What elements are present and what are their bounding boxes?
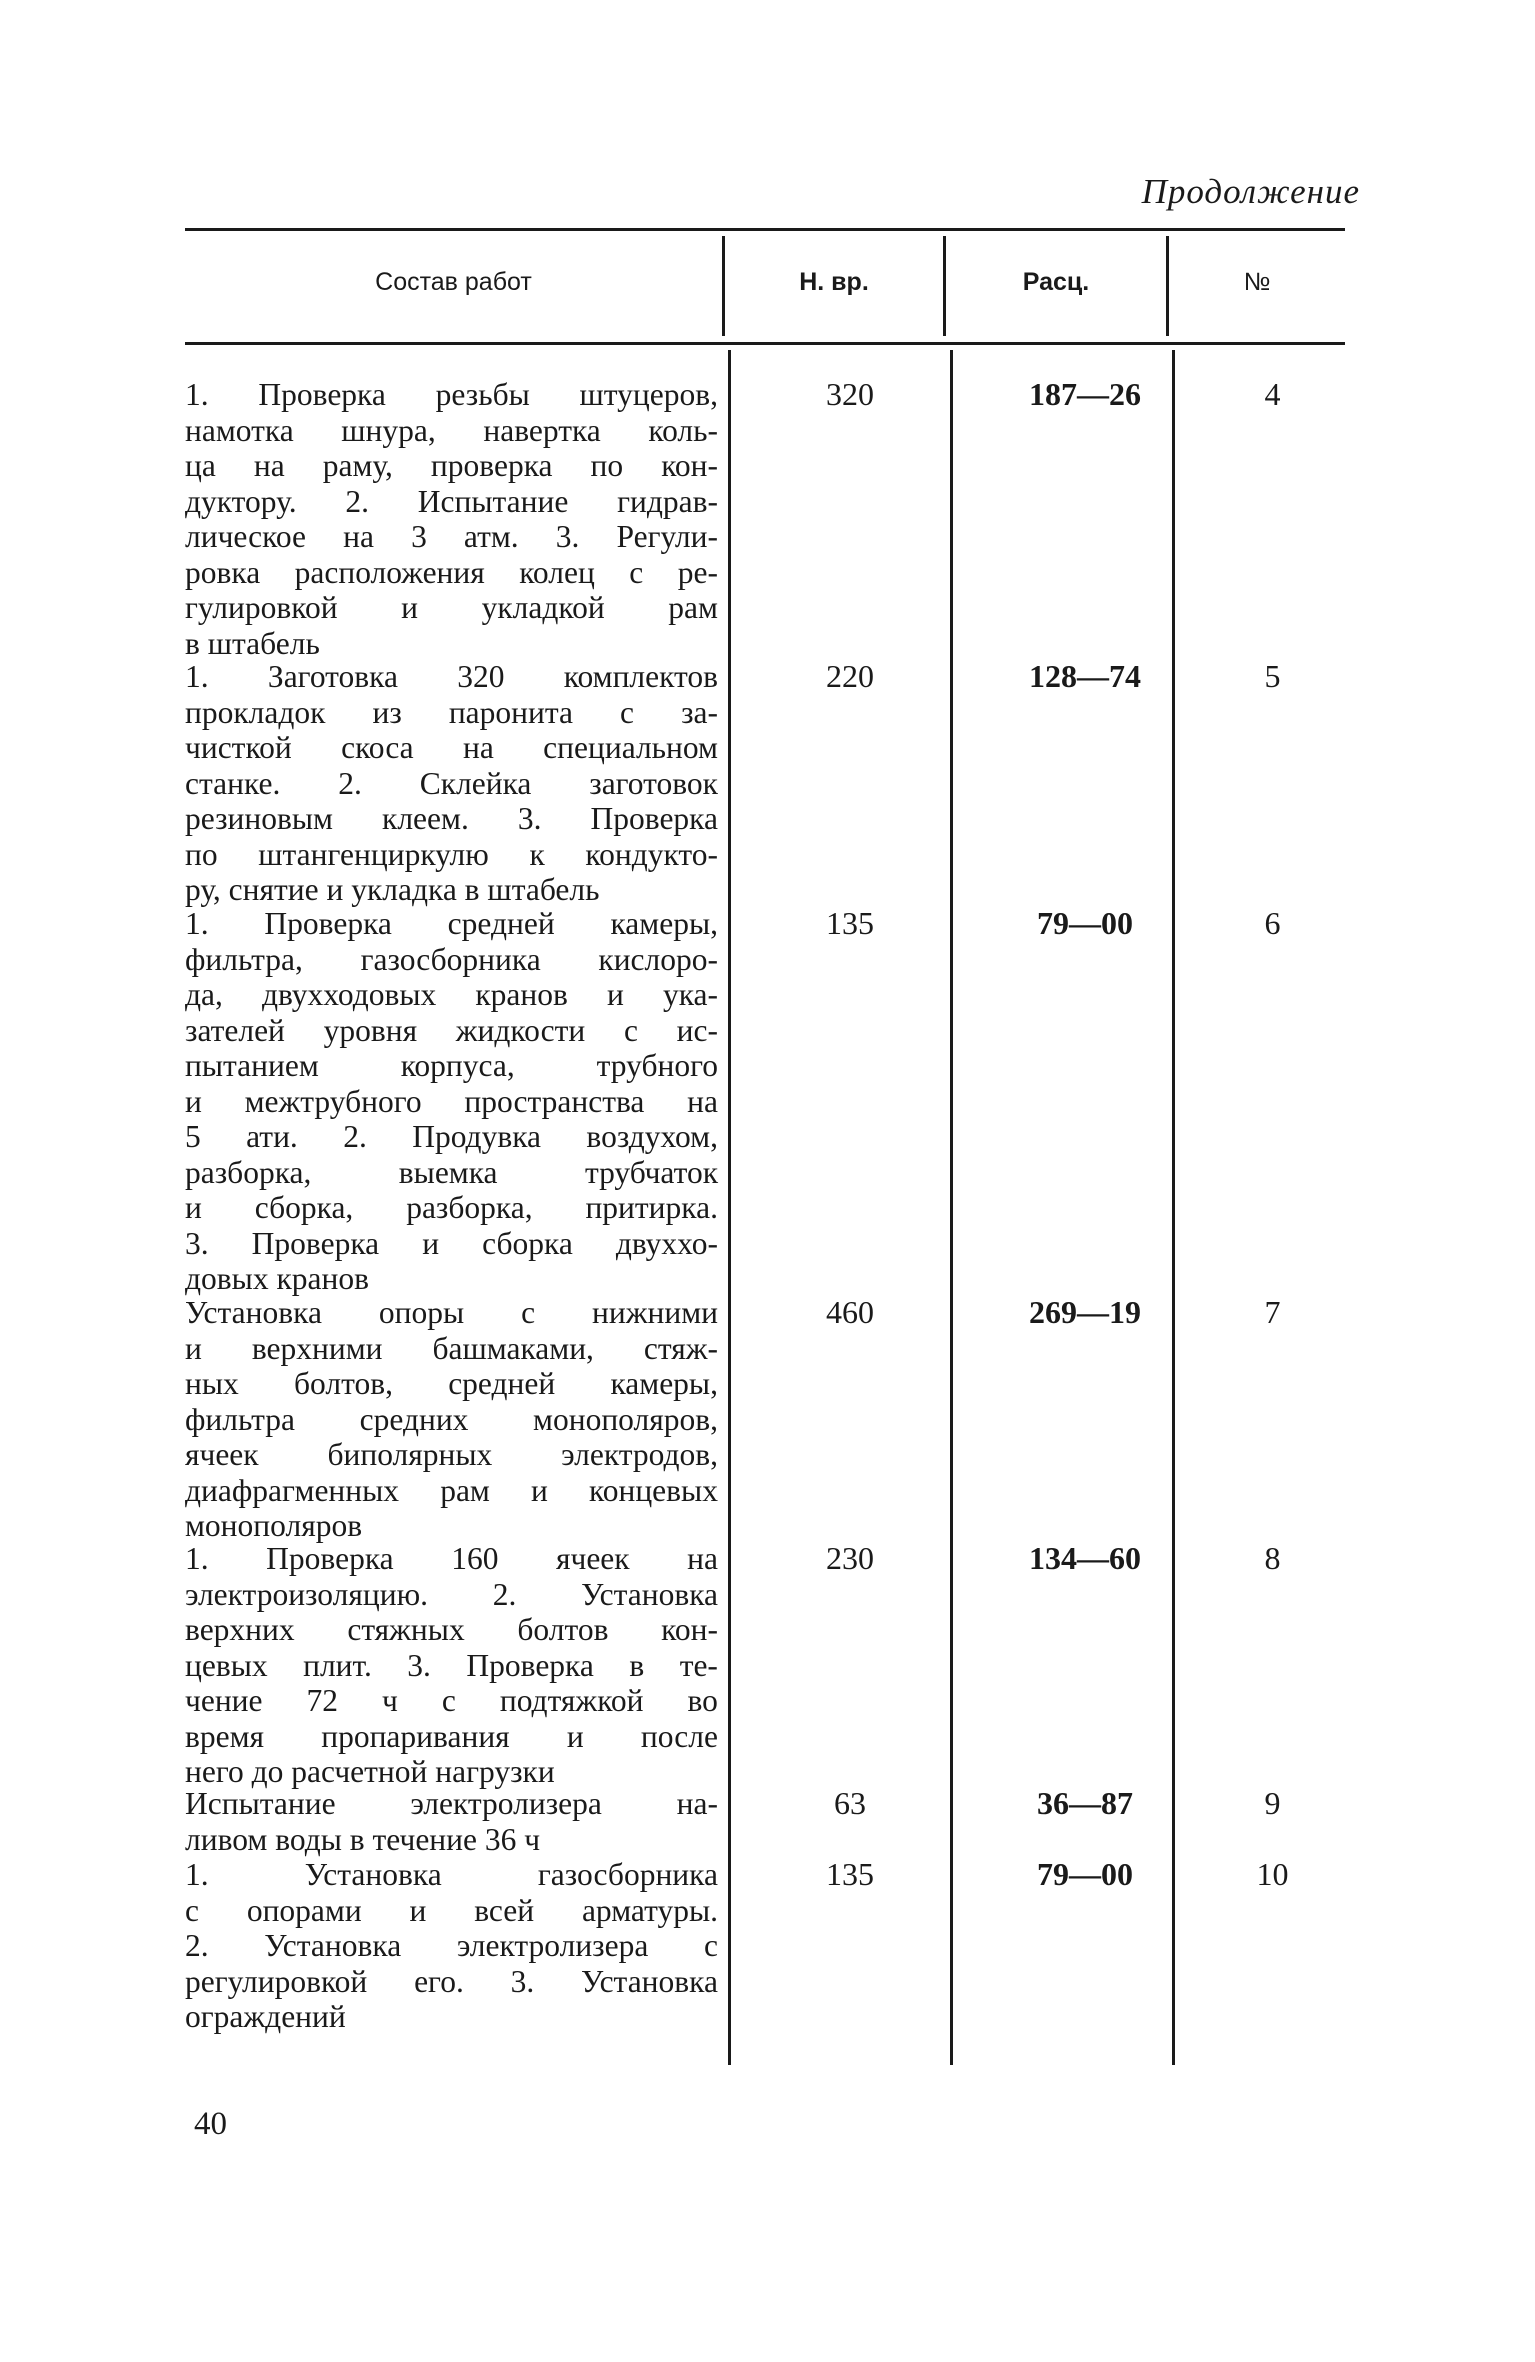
time-norm-cell: 230	[826, 1540, 874, 1576]
description-line: 1. Проверка средней камеры,	[185, 906, 718, 941]
body-divider-2	[950, 350, 953, 2065]
description-line: зателей уровня жидкости с ис-	[185, 1012, 718, 1048]
description-line: 2. Установка электролизера с	[185, 1928, 718, 1963]
description-line: 1. Заготовка 320 комплектов	[185, 659, 718, 694]
description-line: да, двухходовых кранов и ука-	[185, 977, 718, 1012]
column-header-number: №	[1243, 268, 1271, 296]
column-header-composition: Состав работ	[375, 268, 532, 296]
rate-cell: 187—26	[1029, 376, 1141, 412]
rate-cell: 79—00	[1037, 1856, 1133, 1892]
work-description	[185, 1295, 718, 1544]
work-description	[185, 1786, 718, 1857]
description-line: лическое на 3 атм. 3. Регули-	[185, 519, 718, 554]
work-description	[185, 377, 718, 661]
description-line: 1. Установка газосборника	[185, 1857, 718, 1892]
description-line: и сборка, разборка, притирка.	[185, 1190, 718, 1225]
page-number: 40	[194, 2106, 227, 2142]
description-line: монополяров	[185, 1508, 363, 1543]
work-description	[185, 1857, 718, 2035]
table-top-rule	[185, 228, 1345, 231]
description-line: резиновым клеем. 3. Проверка	[185, 801, 718, 836]
table-header-rule	[185, 342, 1345, 345]
description-line: чисткой скоса на специальном	[185, 730, 718, 765]
description-line: фильтра средних монополяров,	[185, 1401, 718, 1437]
description-line: ограждений	[185, 1999, 346, 2034]
description-line: пытанием корпуса, трубного	[185, 1048, 718, 1083]
description-line: электроизоляцию. 2. Установка	[185, 1576, 718, 1612]
description-line: время пропаривания и после	[185, 1718, 718, 1754]
description-line: по штангенциркулю к кондукто-	[185, 836, 718, 872]
description-line: разборка, выемка трубчаток	[185, 1154, 718, 1190]
description-line: гулировкой и укладкой рам	[185, 590, 718, 625]
description-line: Испытание электролизера на-	[185, 1786, 718, 1821]
row-number-cell: 10	[1256, 1856, 1289, 1892]
description-line: ру, снятие и укладка в штабель	[185, 872, 600, 907]
rate-cell: 128—74	[1029, 658, 1141, 694]
description-line: цевых плит. 3. Проверка в те-	[185, 1647, 718, 1683]
description-line: намотка шнура, навертка коль-	[185, 412, 718, 448]
description-line: чение 72 ч с подтяжкой во	[185, 1683, 718, 1718]
description-line: фильтра, газосборника кислоро-	[185, 941, 718, 977]
description-line: 1. Проверка 160 ячеек на	[185, 1541, 718, 1576]
row-number-cell: 4	[1264, 376, 1281, 412]
description-line: диафрагменных рам и концевых	[185, 1472, 718, 1508]
time-norm-cell: 320	[826, 376, 874, 412]
description-line: ровка расположения колец с ре-	[185, 554, 718, 590]
description-line: дуктору. 2. Испытание гидрав-	[185, 483, 718, 519]
time-norm-cell: 460	[826, 1294, 874, 1330]
row-number-cell: 8	[1264, 1540, 1281, 1576]
rate-cell: 269—19	[1029, 1294, 1141, 1330]
time-norm-cell: 135	[826, 1856, 874, 1892]
row-number-cell: 6	[1264, 905, 1281, 941]
description-line: верхних стяжных болтов кон-	[185, 1612, 718, 1647]
description-line: 3. Проверка и сборка двуххо-	[185, 1225, 718, 1261]
description-line: прокладок из паронита с за-	[185, 694, 718, 730]
description-line: ных болтов, средней камеры,	[185, 1366, 718, 1401]
description-line: и верхними башмаками, стяж-	[185, 1330, 718, 1366]
row-number-cell: 7	[1264, 1294, 1281, 1330]
description-line: станке. 2. Склейка заготовок	[185, 765, 718, 801]
row-number-cell: 9	[1264, 1785, 1281, 1821]
description-line: ца на раму, проверка по кон-	[185, 448, 718, 483]
continuation-label: Продолжение	[1141, 172, 1360, 211]
description-line: довых кранов	[185, 1261, 369, 1296]
description-line: Установка опоры с нижними	[185, 1295, 718, 1330]
row-number-cell: 5	[1264, 658, 1281, 694]
description-line: 1. Проверка резьбы штуцеров,	[185, 377, 718, 412]
description-line: ливом воды в течение 36 ч	[185, 1821, 541, 1857]
rate-cell: 36—87	[1037, 1785, 1133, 1821]
column-header-time-norm: Н. вр.	[799, 268, 869, 296]
description-line: 5 ати. 2. Продувка воздухом,	[185, 1119, 718, 1154]
description-line: него до расчетной нагрузки	[185, 1754, 555, 1789]
time-norm-cell: 135	[826, 905, 874, 941]
time-norm-cell: 63	[834, 1785, 866, 1821]
work-description	[185, 659, 718, 908]
rate-cell: 134—60	[1029, 1540, 1141, 1576]
time-norm-cell: 220	[826, 658, 874, 694]
description-line: ячеек биполярных электродов,	[185, 1437, 718, 1472]
rate-cell: 79—00	[1037, 905, 1133, 941]
body-divider-1	[728, 350, 731, 2065]
work-description	[185, 1541, 718, 1790]
description-line: и межтрубного пространства на	[185, 1083, 718, 1119]
description-line: регулировкой его. 3. Установка	[185, 1963, 718, 1999]
column-header-rate: Расц.	[1022, 268, 1090, 296]
description-line: с опорами и всей арматуры.	[185, 1892, 718, 1928]
description-line: в штабель	[185, 625, 320, 661]
work-description	[185, 906, 718, 1297]
